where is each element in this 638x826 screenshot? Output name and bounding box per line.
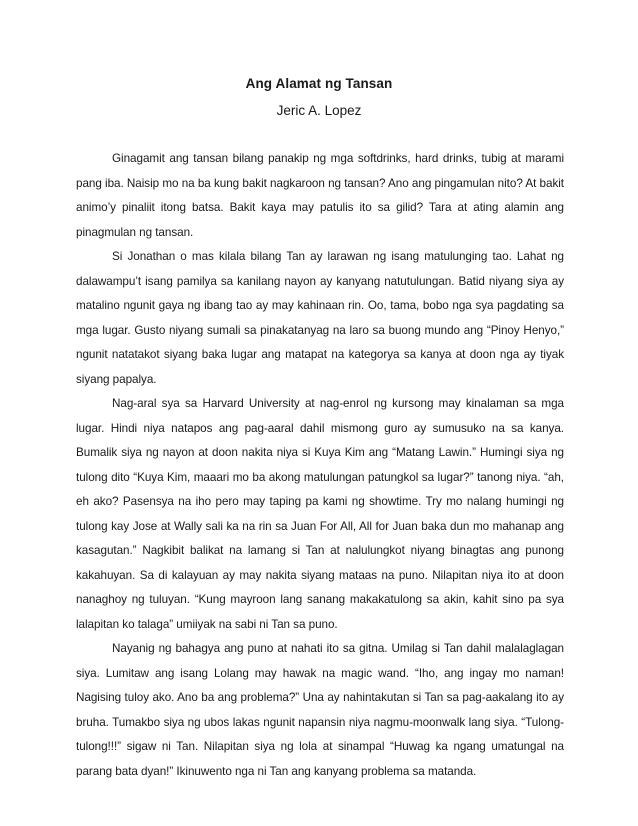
paragraph-2: Si Jonathan o mas kilala bilang Tan ay larawan ng isang matulunging tao. Lahat ng dalawampu’t isang pamilya sa kanilang nayon ay kanyang natutulungan. Batid niyang siya ay matalino ngunit gaya ng ibang tao ay may kahinaan rin. Oo, tama, bobo nga sya pagdating sa mga lugar. Gusto niyang sumali sa pinakatanyag na laro sa buong mundo ang “Pinoy Henyo,” ngunit natatakot siyang baka lugar ang matapat na kategorya sa kanya at doon nga ay tiyak siyang papalya. — [76, 250, 564, 386]
paragraph-4: Nayanig ng bahagya ang puno at nahati ito sa gitna. Umilag si Tan dahil malalaglagan siya. Lumitaw ang isang Lolang may hawak na magic wand. “Iho, ang ingay mo naman! Nagising tuloy ako. Ano ba ang problema?” Una ay nahintakutan si Tan sa pag-aakalang ito ay bruha. Tumakbo siya ng ubos lakas ngunit napansin niya nagmu-moonwalk lang siya. “Tulong-tulong!!!” sigaw ni Tan. Nilapitan siya ng lola at sinampal “Huwag ka ngang umatungal na parang bata dyan!” Ikinuwento nga ni Tan ang kanyang problema sa matanda. — [76, 642, 564, 778]
document-title: Ang Alamat ng Tansan — [245, 76, 393, 91]
paragraph-1: Ginagamit ang tansan bilang panakip ng mga softdrinks, hard drinks, tubig at marami pang iba. Naisip mo na ba kung bakit nagkaroon ng tansan? Ano ang pingamulan nito? At bakit animo’y pinaliit itong batsa. Bakit kaya may patulis ito sa gilid? Tara at ating alamin ang pinagmulan ng tansan. — [76, 152, 564, 239]
paragraph-3: Nag-aral sya sa Harvard University at nag-enrol ng kursong may kinalaman sa mga lugar. Hindi niya natapos ang pag-aaral dahil mismong guro ay sumusuko na sa kanya. Bumalik siya ng nayon at doon nakita niya si Kuya Kim ang “Matang Lawin.” Humingi siya ng tulong dito “Kuya Kim, maaari mo ba akong matulungan patungkol sa lugar?” tanong niya. “ah, eh ako? Pasensya na iho pero may taping pa kami ng showtime. Try mo nalang humingi ng tulong kay Jose at Wally sali ka na rin sa Juan For All, All for Juan baka dun mo mahanap ang kasagutan.” Nagkibit balikat na lamang si Tan at nalulungkot niyang binagtas ang punong kakahuyan. Sa di kalayuan ay may nakita siyang mataas na puno. Nilapitan niya ito at doon nanaghoy ng tuluyan. “Kung mayroon lang sanang makakatulong sa akin, kahit sino pa sya lalapitan ko talaga” umiiyak na sabi ni Tan sa puno. — [76, 397, 564, 631]
document-author: Jeric A. Lopez — [276, 103, 362, 118]
document-body — [76, 147, 564, 784]
